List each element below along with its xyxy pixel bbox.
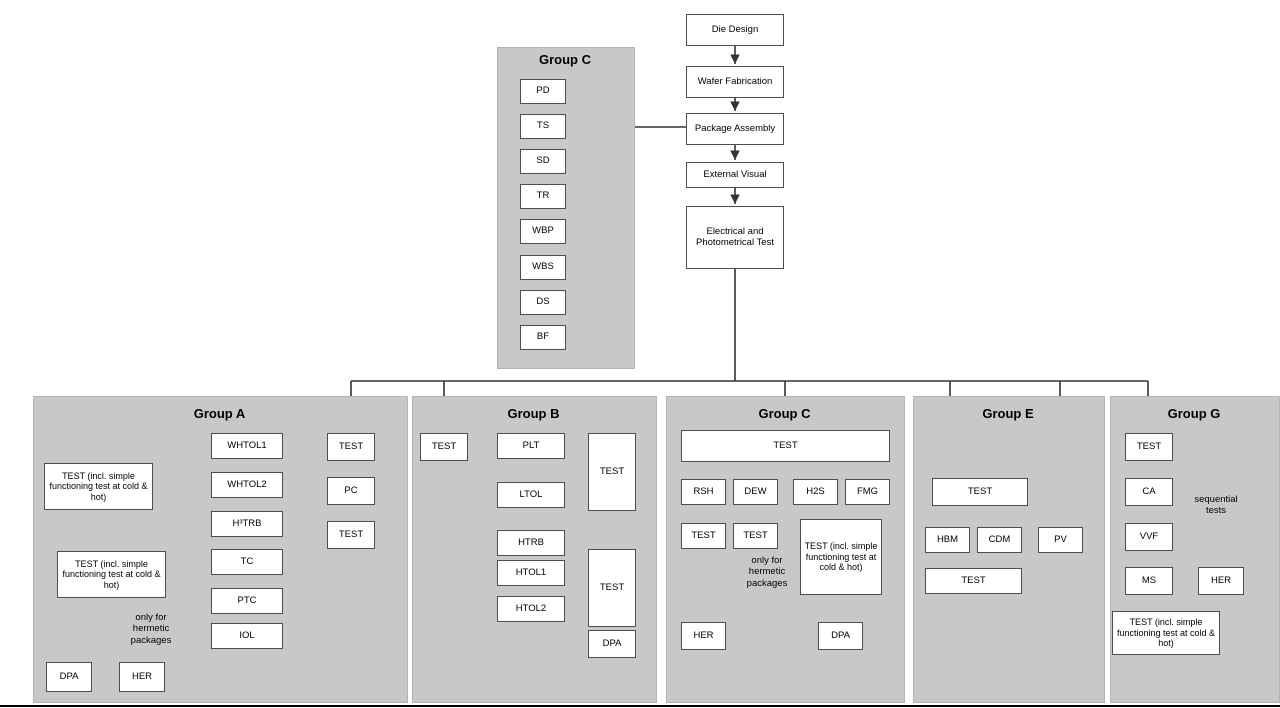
node-pd[interactable]: PD bbox=[520, 79, 566, 104]
node-a-iol[interactable]: IOL bbox=[211, 623, 283, 649]
node-die-design[interactable]: Die Design bbox=[686, 14, 784, 46]
node-g-test-top[interactable]: TEST bbox=[1125, 433, 1173, 461]
node-c-her[interactable]: HER bbox=[681, 622, 726, 650]
node-e-pv[interactable]: PV bbox=[1038, 527, 1083, 553]
node-b-dpa[interactable]: DPA bbox=[588, 630, 636, 658]
node-tr[interactable]: TR bbox=[520, 184, 566, 209]
node-a-tc[interactable]: TC bbox=[211, 549, 283, 575]
node-c-test-simple[interactable]: TEST (incl. simple functioning test at cold & hot) bbox=[800, 519, 882, 595]
node-package-assembly[interactable]: Package Assembly bbox=[686, 113, 784, 145]
node-ts[interactable]: TS bbox=[520, 114, 566, 139]
node-b-test-1[interactable]: TEST bbox=[588, 433, 636, 511]
node-c-dpa[interactable]: DPA bbox=[818, 622, 863, 650]
node-a-test-simple-1[interactable]: TEST (incl. simple functioning test at cold & hot) bbox=[44, 463, 153, 510]
node-g-ms[interactable]: MS bbox=[1125, 567, 1173, 595]
node-a-dpa[interactable]: DPA bbox=[46, 662, 92, 692]
node-g-ca[interactable]: CA bbox=[1125, 478, 1173, 506]
node-external-visual[interactable]: External Visual bbox=[686, 162, 784, 188]
node-c-test-2[interactable]: TEST bbox=[733, 523, 778, 549]
node-a-whtol1[interactable]: WHTOL1 bbox=[211, 433, 283, 459]
node-electrical-photometrical-test[interactable]: Electrical and Photometrical Test bbox=[686, 206, 784, 269]
node-wbp[interactable]: WBP bbox=[520, 219, 566, 244]
title-group-c-top: Group C bbox=[539, 52, 591, 67]
node-sd[interactable]: SD bbox=[520, 149, 566, 174]
node-c-test-1[interactable]: TEST bbox=[681, 523, 726, 549]
node-c-fmg[interactable]: FMG bbox=[845, 479, 890, 505]
node-c-dew[interactable]: DEW bbox=[733, 479, 778, 505]
node-a-test-2[interactable]: TEST bbox=[327, 521, 375, 549]
label-g-sequential-note: sequential tests bbox=[1194, 494, 1238, 517]
title-group-b: Group B bbox=[507, 406, 560, 421]
node-b-htol1[interactable]: HTOL1 bbox=[497, 560, 565, 586]
node-b-htol2[interactable]: HTOL2 bbox=[497, 596, 565, 622]
title-group-g: Group G bbox=[1167, 406, 1221, 421]
title-group-c-bottom: Group C bbox=[758, 406, 811, 421]
node-e-cdm[interactable]: CDM bbox=[977, 527, 1022, 553]
node-wafer-fabrication[interactable]: Wafer Fabrication bbox=[686, 66, 784, 98]
node-a-whtol2[interactable]: WHTOL2 bbox=[211, 472, 283, 498]
node-b-test-left[interactable]: TEST bbox=[420, 433, 468, 461]
node-e-test-bottom[interactable]: TEST bbox=[925, 568, 1022, 594]
node-e-hbm[interactable]: HBM bbox=[925, 527, 970, 553]
node-bf[interactable]: BF bbox=[520, 325, 566, 350]
label-c-hermetic-note: only for hermetic packages bbox=[746, 555, 788, 589]
node-wbs[interactable]: WBS bbox=[520, 255, 566, 280]
node-ds[interactable]: DS bbox=[520, 290, 566, 315]
node-c-h2s[interactable]: H2S bbox=[793, 479, 838, 505]
node-a-h3trb[interactable]: H³TRB bbox=[211, 511, 283, 537]
title-group-e: Group E bbox=[982, 406, 1034, 421]
node-b-plt[interactable]: PLT bbox=[497, 433, 565, 459]
node-c-rsh[interactable]: RSH bbox=[681, 479, 726, 505]
title-group-a: Group A bbox=[193, 406, 246, 421]
node-g-her[interactable]: HER bbox=[1198, 567, 1244, 595]
node-b-test-2[interactable]: TEST bbox=[588, 549, 636, 627]
node-e-test-top[interactable]: TEST bbox=[932, 478, 1028, 506]
node-g-test-simple[interactable]: TEST (incl. simple functioning test at cold & hot) bbox=[1112, 611, 1220, 655]
node-c-test-wide[interactable]: TEST bbox=[681, 430, 890, 462]
node-a-test-top[interactable]: TEST bbox=[327, 433, 375, 461]
node-a-test-simple-2[interactable]: TEST (incl. simple functioning test at cold & hot) bbox=[57, 551, 166, 598]
panel-group-c-top bbox=[497, 47, 635, 369]
node-b-ltol[interactable]: LTOL bbox=[497, 482, 565, 508]
node-g-vvf[interactable]: VVF bbox=[1125, 523, 1173, 551]
label-a-hermetic-note: only for hermetic packages bbox=[130, 612, 172, 646]
node-a-her[interactable]: HER bbox=[119, 662, 165, 692]
bottom-rule bbox=[0, 705, 1280, 707]
node-a-pc[interactable]: PC bbox=[327, 477, 375, 505]
node-a-ptc[interactable]: PTC bbox=[211, 588, 283, 614]
node-b-htrb[interactable]: HTRB bbox=[497, 530, 565, 556]
